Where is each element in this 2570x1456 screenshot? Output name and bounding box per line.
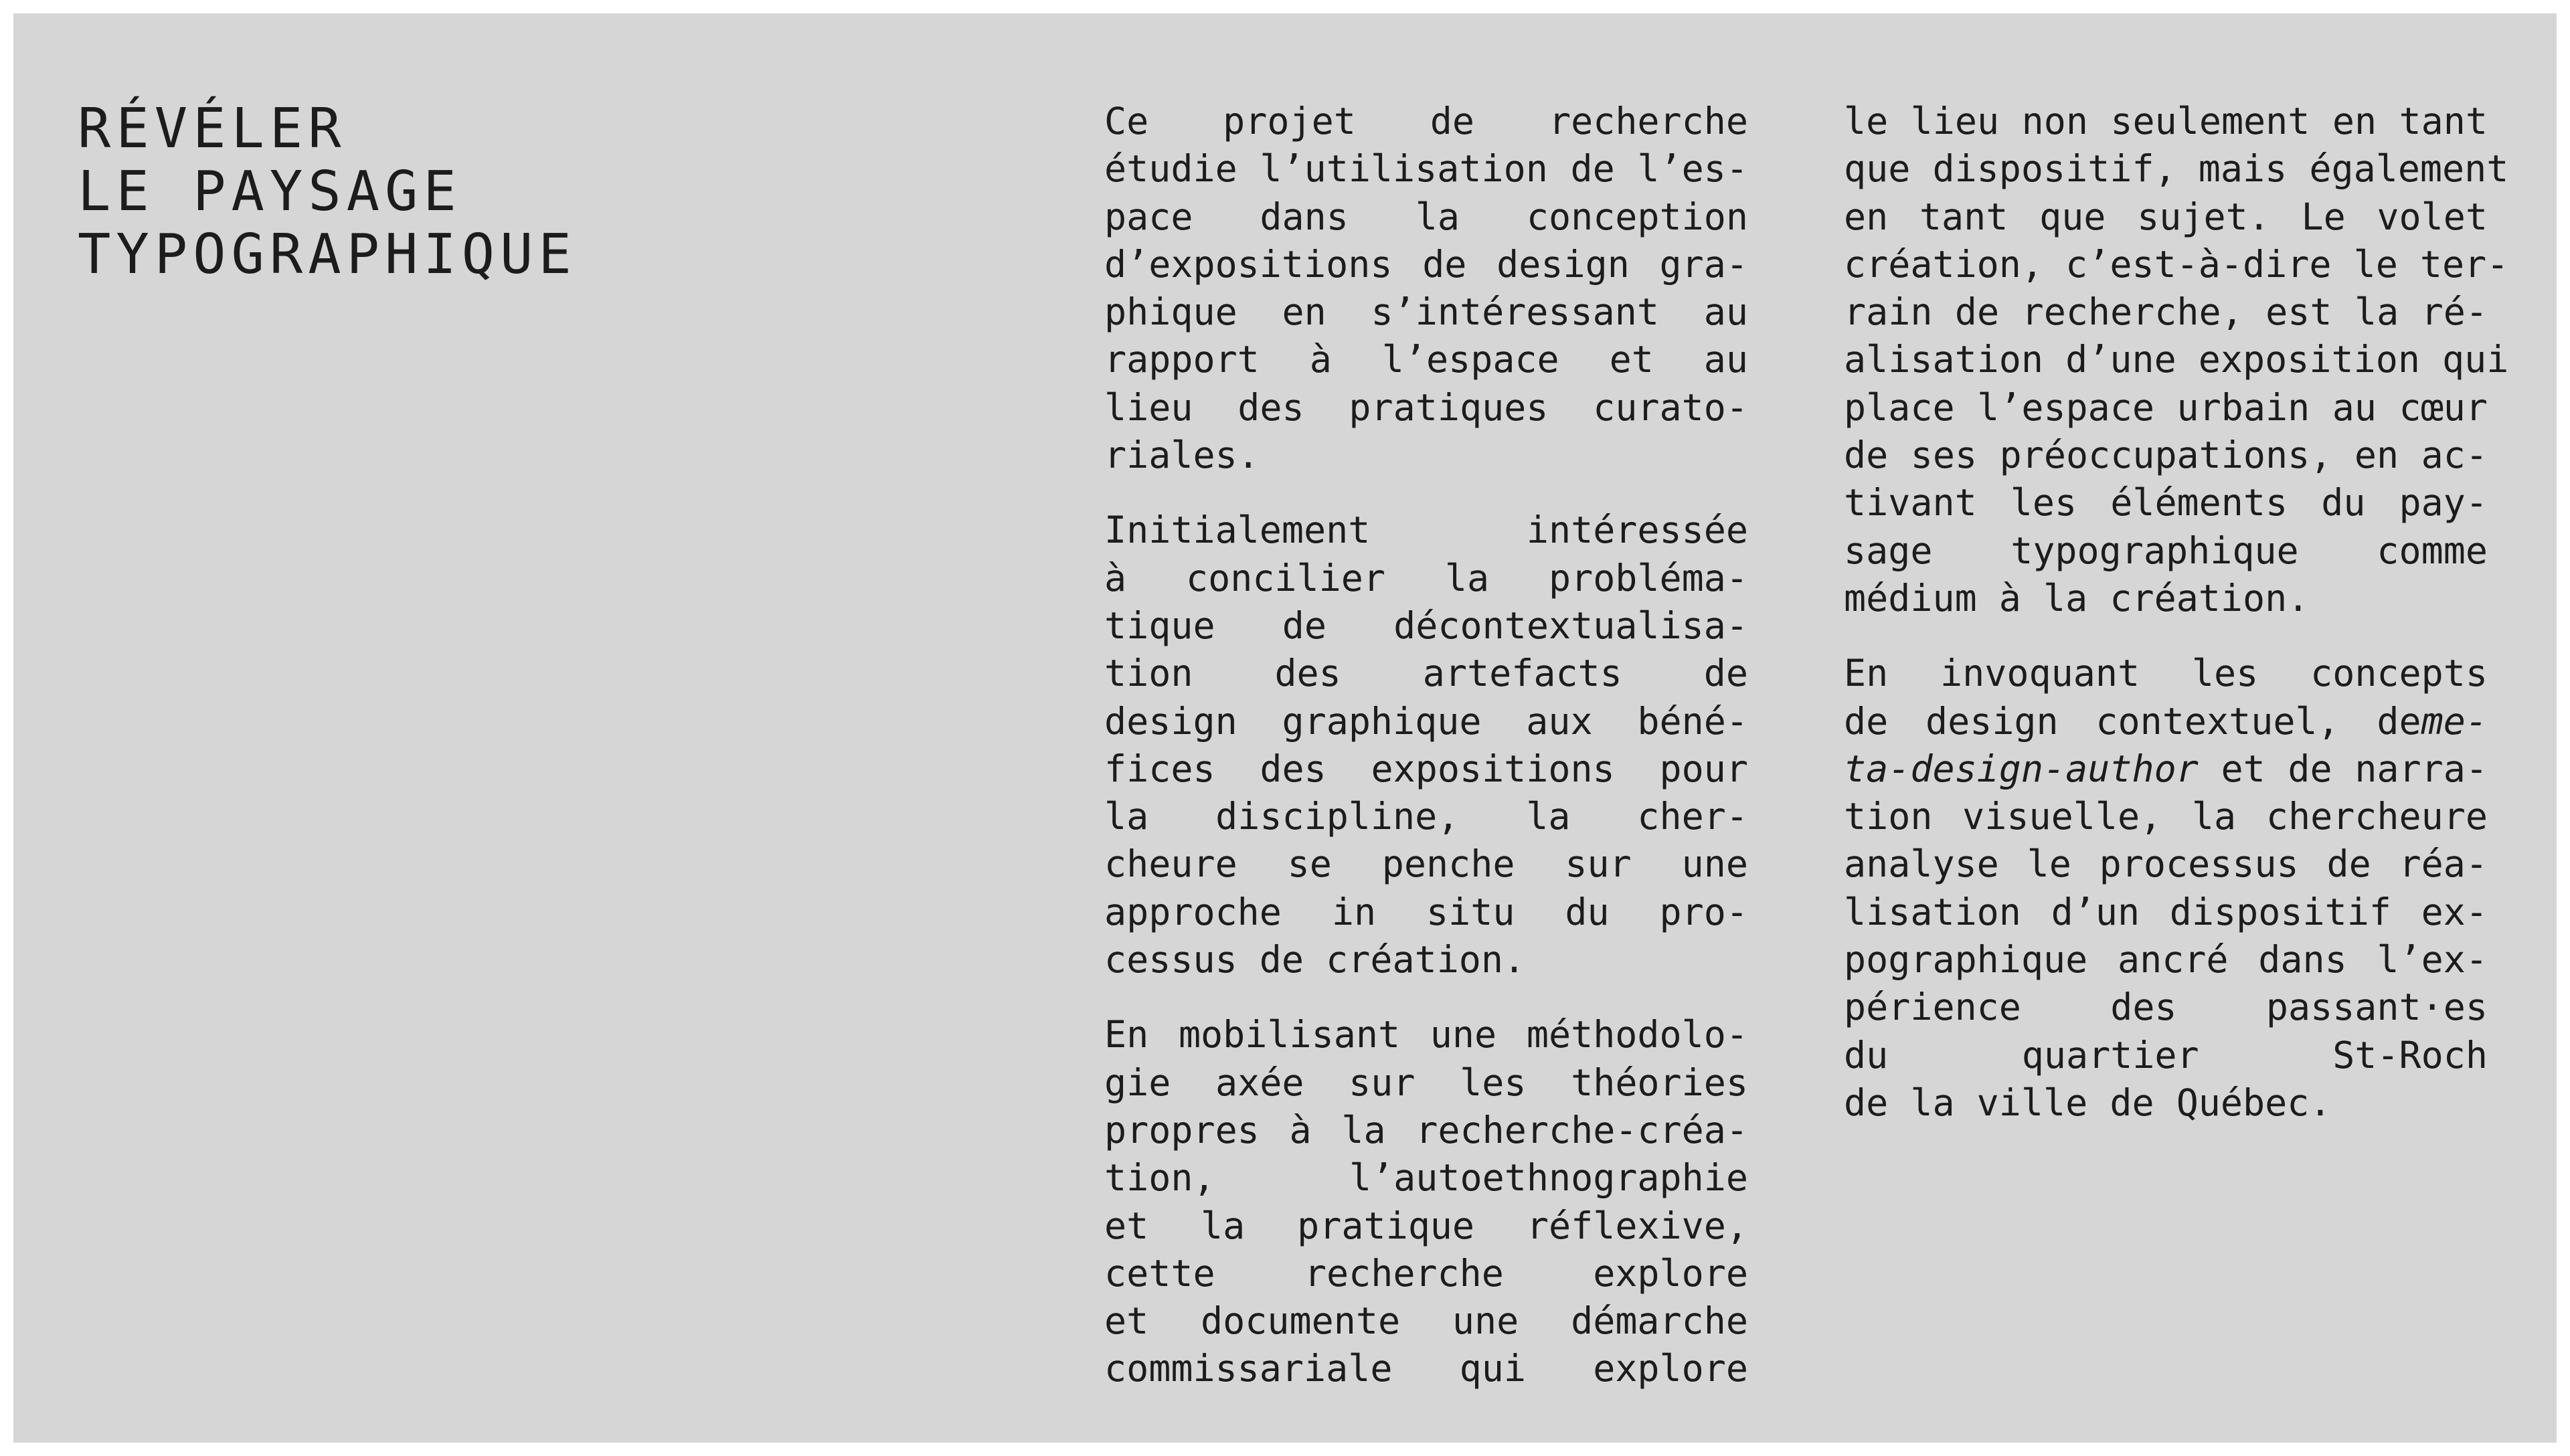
text-column-right <box>1844 98 2509 1154</box>
body-text-line: lisation d’un dispositif ex- <box>1844 890 2488 933</box>
body-text-line: en tant que sujet. Le volet <box>1844 195 2488 238</box>
body-paragraph <box>1844 650 2488 1127</box>
body-text-line: cessus de création. <box>1104 938 1526 982</box>
body-text-line: la discipline, la cher- <box>1104 795 1748 838</box>
body-text-line: tion des artefacts de <box>1104 652 1748 695</box>
body-text-line: à concilier la probléma- <box>1104 556 1748 600</box>
body-paragraph <box>1104 98 1748 479</box>
body-text-line: médium à la création. <box>1844 576 2310 620</box>
body-text-line: de ses préoccupations, en ac- <box>1844 434 2488 477</box>
body-text-line: En mobilisant une méthodolo- <box>1104 1013 1748 1057</box>
body-paragraph <box>1104 1011 1748 1392</box>
body-text-line: tique de décontextualisa- <box>1104 604 1748 647</box>
body-text-line: tivant les éléments du pay- <box>1844 481 2488 525</box>
body-text-line: pace dans la conception <box>1104 195 1748 238</box>
body-text-line: le lieu non seulement en tant <box>1844 100 2488 143</box>
page-title <box>78 98 577 286</box>
body-text-line: analyse le processus de réa- <box>1844 842 2488 886</box>
body-text-line: rain de recherche, est la ré- <box>1844 290 2488 334</box>
title-line: RÉVÉLER <box>78 97 347 161</box>
body-text-line: gie axée sur les théories <box>1104 1061 1748 1104</box>
body-paragraph <box>1104 507 1748 984</box>
body-text-line: périence des passant·es <box>1844 986 2488 1029</box>
title-line: LE PAYSAGE <box>78 160 462 223</box>
body-text-line: Ce projet de recherche <box>1104 100 1748 143</box>
body-text-line: place l’espace urbain au cœur <box>1844 385 2488 429</box>
body-text-line: alisation d’une exposition qui <box>1844 338 2509 381</box>
body-text-line: de la ville de Québec. <box>1844 1081 2332 1124</box>
body-text-line: ta-design-author et de narra- <box>1844 747 2488 790</box>
title-line: TYPOGRAPHIQUE <box>78 223 577 286</box>
body-text-line: d’expositions de design gra- <box>1104 242 1748 286</box>
body-text-line: cheure se penche sur une <box>1104 842 1748 886</box>
body-text-line: étudie l’utilisation de l’es- <box>1104 147 1748 191</box>
body-text-line: sage typographique comme <box>1844 529 2488 572</box>
body-text-line: de design contextuel, deme- <box>1844 699 2488 743</box>
body-text-line: En invoquant les concepts <box>1844 652 2488 695</box>
body-text-line: du quartier St-Roch <box>1844 1033 2488 1077</box>
body-text-line: design graphique aux béné- <box>1104 699 1748 743</box>
text-column-left <box>1104 98 1748 1421</box>
body-text-line: création, c’est-à-dire le ter- <box>1844 242 2509 286</box>
body-text-line: phique en s’intéressant au <box>1104 290 1748 334</box>
body-text-line: approche in situ du pro- <box>1104 890 1748 933</box>
body-text-line: propres à la recherche-créa- <box>1104 1108 1748 1152</box>
body-text-line: tion, l’autoethnographie <box>1104 1156 1748 1200</box>
body-text-line: que dispositif, mais également <box>1844 147 2509 191</box>
body-text-line: cette recherche explore <box>1104 1251 1748 1295</box>
body-text-line: riales. <box>1104 434 1260 477</box>
body-text-line: tion visuelle, la chercheure <box>1844 795 2488 838</box>
body-paragraph <box>1844 98 2509 622</box>
slide-page <box>13 13 2557 1443</box>
body-text-line: rapport à l’espace et au <box>1104 338 1748 381</box>
body-text-line: et documente une démarche <box>1104 1299 1748 1343</box>
body-text-line: lieu des pratiques curato- <box>1104 385 1748 429</box>
body-text-line: commissariale qui explore <box>1104 1347 1748 1390</box>
body-text-line: et la pratique réflexive, <box>1104 1204 1748 1247</box>
body-text-line: fices des expositions pour <box>1104 747 1748 790</box>
body-text-line: pographique ancré dans l’ex- <box>1844 938 2488 982</box>
body-text-line: Initialement intéressée <box>1104 509 1748 552</box>
